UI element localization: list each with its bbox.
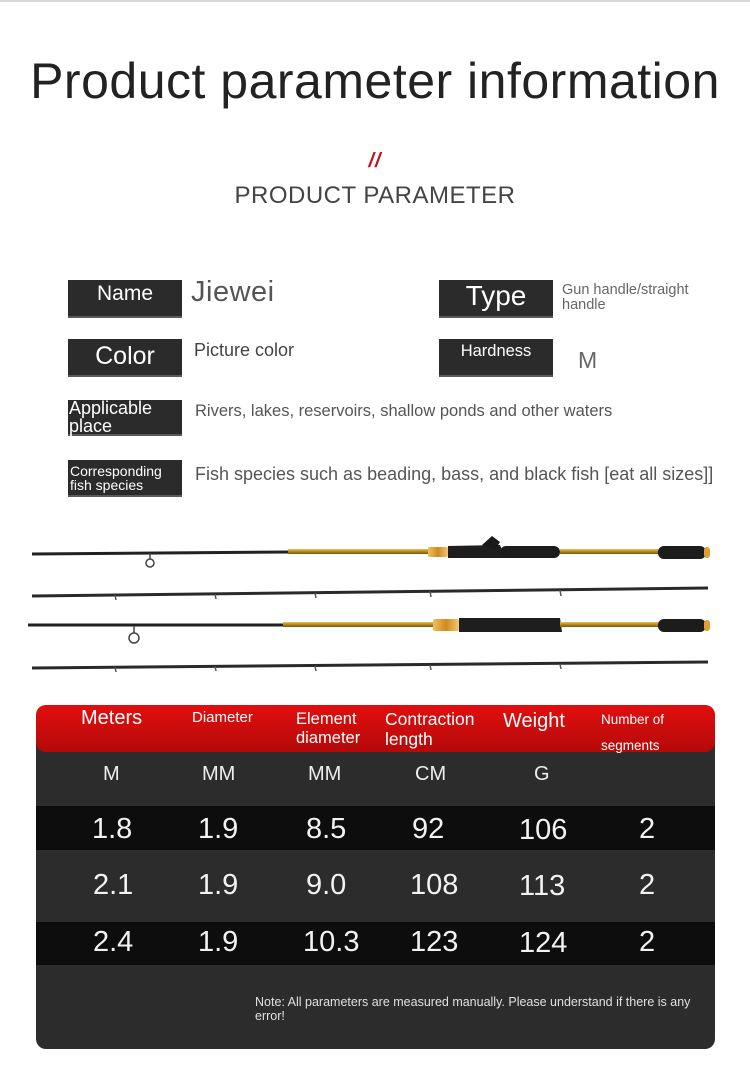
type-label: Type	[439, 280, 553, 318]
header-segments-line-2: segments	[601, 737, 660, 753]
measurement-note-line-2: error!	[255, 1009, 285, 1024]
fishing-rods-image	[0, 528, 750, 688]
casting-rod-top-icon	[32, 536, 710, 567]
header-element-line-1: Element	[296, 710, 357, 728]
top-divider	[0, 0, 750, 2]
row-1-diameter: 1.9	[198, 813, 239, 845]
row-3-diameter: 1.9	[198, 926, 239, 958]
fish-species-label-line-1: Corresponding	[70, 463, 162, 479]
row-3-element-diameter: 10.3	[303, 926, 360, 958]
row-3-weight: 124	[519, 927, 568, 959]
hardness-value: M	[578, 347, 598, 373]
row-2-contraction-length: 108	[410, 869, 459, 901]
header-contraction-length	[385, 709, 475, 749]
row-2-segments: 2	[639, 869, 656, 901]
row-3-meters: 2.4	[93, 926, 134, 958]
table-row	[36, 806, 715, 850]
row-3-contraction-length: 123	[410, 926, 459, 958]
type-value-line-1: Gun handle/straight	[562, 282, 689, 298]
measurement-note-line-1: Note: All parameters are measured manually. Please understand if there is any	[255, 995, 691, 1009]
header-contraction-line-2: length	[385, 729, 433, 750]
name-value: Jiewei	[191, 276, 275, 308]
header-segments-line-1: Number of	[601, 712, 665, 727]
fish-species-label	[68, 460, 182, 497]
measurement-note	[255, 995, 715, 1024]
page-title: Product parameter information	[30, 53, 720, 109]
hardness-label: Hardness	[439, 339, 553, 377]
table-row	[36, 922, 715, 965]
table-row	[36, 850, 715, 922]
type-value	[562, 283, 689, 313]
name-label: Name	[68, 280, 182, 318]
applicable-place-label-line-2: place	[69, 415, 113, 436]
header-element-diameter	[296, 710, 360, 748]
unit-weight: G	[534, 763, 550, 785]
row-2-meters: 2.1	[93, 869, 134, 901]
unit-element-diameter: MM	[308, 763, 342, 785]
unit-contraction-length: CM	[415, 763, 447, 785]
header-number-of-segments	[601, 707, 664, 758]
row-2-diameter: 1.9	[198, 869, 239, 901]
applicable-place-label	[68, 400, 182, 436]
unit-diameter: MM	[202, 763, 236, 785]
header-contraction-line-1: Contraction	[385, 709, 475, 729]
header-weight: Weight	[503, 710, 565, 732]
header-meters: Meters	[81, 707, 143, 729]
row-1-weight: 106	[519, 814, 568, 846]
row-2-weight: 113	[519, 870, 566, 902]
rod-tip-section-icon	[32, 662, 708, 672]
row-1-meters: 1.8	[92, 813, 133, 845]
applicable-place-label-line-1: Applicable	[69, 398, 153, 418]
color-label: Color	[68, 339, 182, 377]
spinning-rod-icon	[28, 618, 710, 643]
color-value: Picture color	[194, 340, 295, 360]
table-header-row	[36, 705, 715, 752]
row-1-segments: 2	[639, 813, 656, 845]
header-element-line-2: diameter	[296, 728, 361, 747]
row-1-element-diameter: 8.5	[306, 813, 347, 845]
type-value-line-2: handle	[562, 297, 606, 314]
page-subtitle: PRODUCT PARAMETER	[234, 182, 516, 209]
header-diameter: Diameter	[192, 709, 253, 726]
title-slash-mark: //	[368, 150, 382, 172]
row-3-segments: 2	[639, 926, 656, 958]
row-1-contraction-length: 92	[412, 813, 445, 845]
fish-species-label-line-2: fish species	[70, 477, 144, 493]
specification-table	[36, 705, 715, 1049]
unit-meters: M	[103, 763, 120, 785]
row-2-element-diameter: 9.0	[306, 869, 347, 901]
fish-species-value: Fish species such as beading, bass, and black fish [eat all sizes]]	[195, 464, 714, 484]
applicable-place-value: Rivers, lakes, reservoirs, shallow ponds and other waters	[195, 402, 613, 420]
rod-tip-section-icon	[32, 588, 708, 600]
